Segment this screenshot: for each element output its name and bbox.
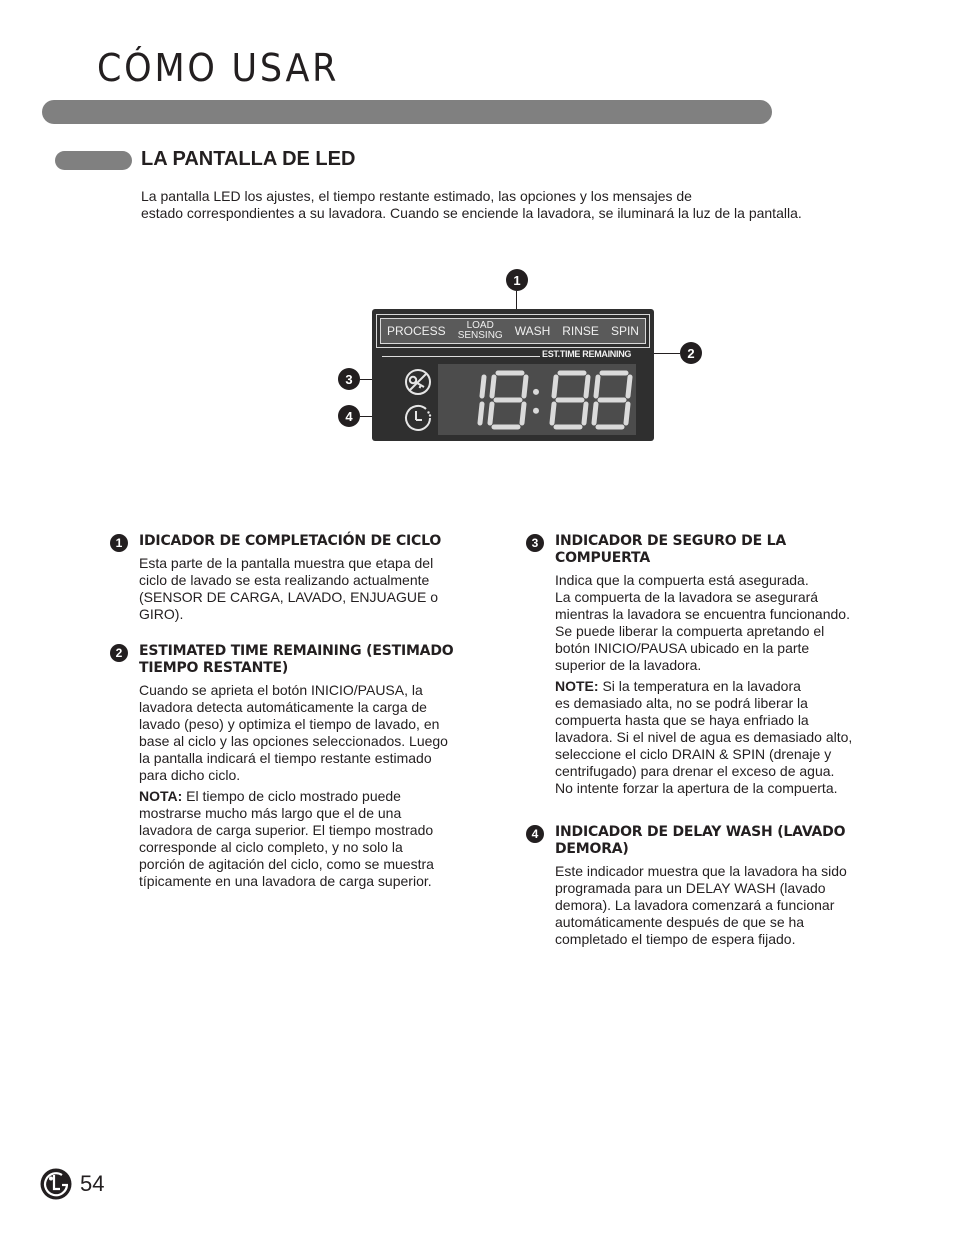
lg-logo-icon	[40, 1168, 72, 1200]
note-line: lavadora de carga superior. El tiempo mostrado	[139, 822, 434, 838]
digit-segment	[628, 377, 630, 396]
digit-segment	[480, 404, 482, 423]
est-time-divider	[382, 356, 540, 357]
digit-segment	[584, 404, 586, 423]
callout-3: 3	[338, 368, 360, 390]
item-title-line: INDICADOR DE SEGURO DE LA	[555, 533, 786, 549]
page-title: CÓMO USAR	[97, 46, 340, 90]
est-time-label: EST.TIME REMAINING	[542, 349, 632, 359]
colon-dot	[533, 408, 539, 414]
digit-segment	[552, 404, 554, 423]
item-cycle-indicator	[139, 533, 499, 623]
note-line: porción de agitación del ciclo, como se muestra	[139, 856, 434, 872]
item-number: 2	[110, 644, 128, 662]
callout-2: 2	[680, 342, 702, 364]
digit-segment	[522, 404, 524, 423]
item-text-line: Esta parte de la pantalla muestra que etapa del	[139, 555, 434, 571]
callout-1: 1	[506, 269, 528, 291]
note-line: No intente forzar la apertura de la compuerta.	[555, 780, 838, 796]
item-number: 1	[110, 534, 128, 552]
item-number: 4	[526, 825, 544, 843]
stage-load-sensing	[458, 321, 503, 341]
stage-wash: WASH	[514, 324, 551, 338]
item-text-line: base al ciclo y las opciones seleccionados. Luego	[139, 733, 448, 749]
colon-dot	[533, 389, 539, 395]
note-line: seleccione el ciclo DRAIN & SPIN (drenaje y	[555, 746, 832, 762]
item-text-line: automáticamente después de que se ha	[555, 914, 805, 930]
item-text-line: La compuerta de la lavadora se asegurará	[555, 589, 819, 605]
note-first-line	[139, 788, 509, 805]
intro-line: estado correspondientes a su lavadora. Cuando se enciende la lavadora, se iluminará la luz de la pantalla.	[141, 205, 802, 221]
door-lock-icon	[401, 365, 435, 399]
note-line: es demasiado alta, no se podrá liberar la	[555, 695, 808, 711]
digit-segment	[554, 377, 556, 396]
note-text: El tiempo de ciclo mostrado puede	[182, 788, 401, 804]
item-title-line: COMPUERTA	[555, 550, 650, 566]
item-text-line: programada para un DELAY WASH (lavado	[555, 880, 826, 896]
item-est-time	[139, 643, 509, 890]
intro-paragraph	[141, 188, 911, 222]
item-text-line: ciclo de lavado se esta realizando actualmente	[139, 572, 430, 588]
item-title-line: ESTIMATED TIME REMAINING (ESTIMADO	[139, 643, 454, 659]
digit-segment	[626, 404, 628, 423]
title-bar	[42, 100, 772, 124]
cycle-status-indicator	[376, 314, 650, 348]
digit-segment	[596, 377, 598, 396]
digit-segment	[586, 377, 588, 396]
item-text-line: Se puede liberar la compuerta apretando el	[555, 623, 825, 639]
item-number: 3	[526, 534, 544, 552]
digit-segment	[524, 377, 526, 396]
item-title-line: TIEMPO RESTANTE)	[139, 660, 289, 676]
time-digits	[438, 364, 636, 435]
section-title: LA PANTALLA DE LED	[141, 148, 356, 170]
item-text-line: Cuando se aprieta el botón INICIO/PAUSA, la	[139, 682, 423, 698]
item-text-line: lavadora detecta automáticamente la carga de	[139, 699, 427, 715]
item-text-line: superior de la lavadora.	[555, 657, 702, 673]
item-text-line: Indica que la compuerta está asegurada.	[555, 572, 809, 588]
item-delay-wash	[555, 824, 925, 948]
item-text-line: demora). La lavadora comenzará a funcionar	[555, 897, 835, 913]
item-title-line: DEMORA)	[555, 841, 629, 857]
stage-process: PROCESS	[387, 324, 446, 338]
item-text-line: lavado (peso) y optimiza el tiempo de lavado, en	[139, 716, 440, 732]
note-line: centrifugado) para drenar el exceso de agua.	[555, 763, 835, 779]
note-line: corresponde al ciclo completo, y no solo la	[139, 839, 403, 855]
digit-segment	[482, 377, 484, 396]
callout-4: 4	[338, 405, 360, 427]
stage-load-label: LOAD	[466, 320, 494, 331]
section-pill	[55, 151, 132, 170]
stage-spin: SPIN	[610, 324, 639, 338]
item-text-line: para dicho ciclo.	[139, 767, 241, 783]
note-text: Si la temperatura en la lavadora	[598, 678, 801, 694]
item-text-line: la pantalla indicará el tiempo restante estimado	[139, 750, 432, 766]
item-text-line: (SENSOR DE CARGA, LAVADO, ENJUAGUE o	[139, 589, 438, 605]
digit-segment	[594, 404, 596, 423]
stage-sensing-label: SENSING	[457, 330, 503, 341]
led-display-panel	[372, 309, 654, 441]
note-line: compuerta hasta que se haya enfriado la	[555, 712, 809, 728]
item-text-line: botón INICIO/PAUSA ubicado en la parte	[555, 640, 810, 656]
intro-line: La pantalla LED los ajustes, el tiempo restante estimado, las opciones y los mensajes de	[141, 188, 692, 204]
item-door-lock	[555, 533, 925, 797]
note-label: NOTA:	[139, 788, 183, 804]
item-text-line: completado el tiempo de espera fijado.	[555, 931, 796, 947]
stage-rinse: RINSE	[562, 324, 599, 338]
note-line: mostrarse mucho más largo que el de una	[139, 805, 402, 821]
page-number: 54	[80, 1171, 105, 1196]
note-line: lavadora. Si el nivel de agua es demasiado alto,	[555, 729, 853, 745]
item-text-line: mientras la lavadora se encuentra funcionando.	[555, 606, 850, 622]
note-first-line	[555, 678, 925, 695]
digit-segment	[490, 404, 492, 423]
item-text-line: Este indicador muestra que la lavadora ha sido	[555, 863, 847, 879]
item-title-line: INDICADOR DE DELAY WASH (LAVADO	[555, 824, 846, 840]
digit-segment	[492, 377, 494, 396]
item-text-line: GIRO).	[139, 606, 184, 622]
delay-wash-clock-icon	[401, 401, 435, 435]
note-line: típicamente en una lavadora de carga superior.	[139, 873, 432, 889]
item-title: IDICADOR DE COMPLETACIÓN DE CICLO	[139, 533, 442, 549]
note-label: NOTE:	[555, 678, 599, 694]
